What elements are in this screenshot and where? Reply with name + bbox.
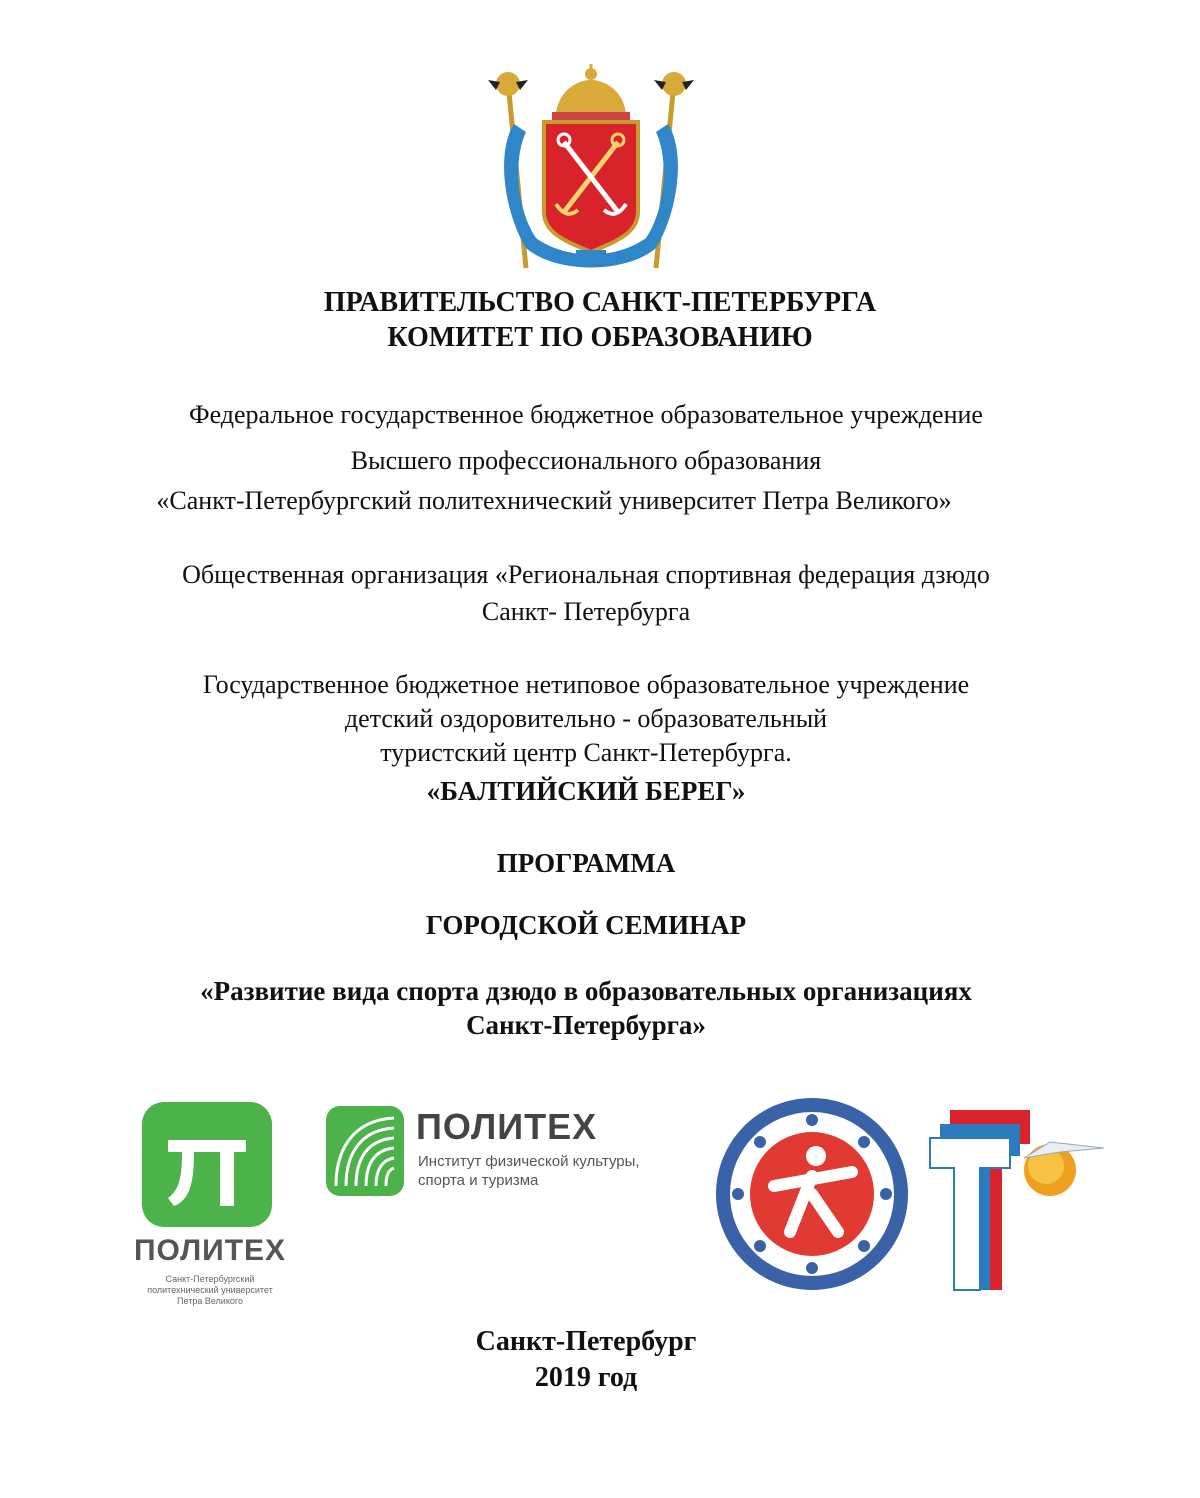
polytech-main-sub-1: Санкт-Петербургский [165, 1274, 255, 1284]
polytech-institute-sub-2: спорта и туризма [418, 1172, 539, 1189]
polytech-university-logo [110, 1102, 310, 1322]
footer-year: 2019 год [534, 1362, 638, 1393]
polytech-institute-name: ПОЛИТЕХ [416, 1106, 598, 1147]
committee-heading: КОМИТЕТ ПО ОБРАЗОВАНИЮ [387, 322, 813, 353]
seminar-label: ГОРОДСКОЙ СЕМИНАР [425, 910, 747, 940]
seminar-title-line-2: Санкт-Петербурга» [466, 1010, 706, 1040]
government-heading: ПРАВИТЕЛЬСТВО САНКТ-ПЕТЕРБУРГА [323, 287, 877, 318]
polytech-institute-logo [326, 1106, 686, 1206]
university-line-1: Федеральное государственное бюджетное образовательное учреждение [189, 400, 983, 429]
center-line-2: детский оздоровительно - образовательный [344, 704, 828, 733]
polytech-main-sub-2: политехнический университет [147, 1285, 273, 1295]
polytech-main-sub-3: Петра Великого [177, 1296, 243, 1306]
federation-line-2: Санкт- Петербурга [481, 597, 691, 626]
judo-federation-logo [712, 1094, 912, 1294]
center-line-3: туристский центр Санкт-Петербурга. [380, 738, 792, 767]
polytech-pi-icon [110, 1102, 310, 1232]
polytech-institute-sub-1: Институт физической культуры, [418, 1153, 640, 1170]
center-name: «БАЛТИЙСКИЙ БЕРЕГ» [426, 776, 746, 806]
center-line-1: Государственное бюджетное нетиповое образовательное учреждение [202, 670, 970, 699]
federation-line-1: Общественная организация «Региональная спортивная федерация дзюдо [182, 560, 990, 589]
university-line-3: «Санкт-Петербургский политехнический университет Петра Великого» [156, 486, 952, 515]
polytech-main-name: ПОЛИТЕХ [133, 1234, 287, 1267]
university-line-2: Высшего профессионального образования [350, 446, 822, 475]
coat-of-arms-emblem [486, 62, 696, 274]
baltic-shore-logo [920, 1104, 1110, 1294]
institute-lines-icon [326, 1106, 406, 1198]
program-label: ПРОГРАММА [496, 848, 676, 878]
footer-city: Санкт-Петербург [475, 1326, 697, 1357]
seminar-title-line-1: «Развитие вида спорта дзюдо в образовательных организациях [200, 976, 972, 1006]
